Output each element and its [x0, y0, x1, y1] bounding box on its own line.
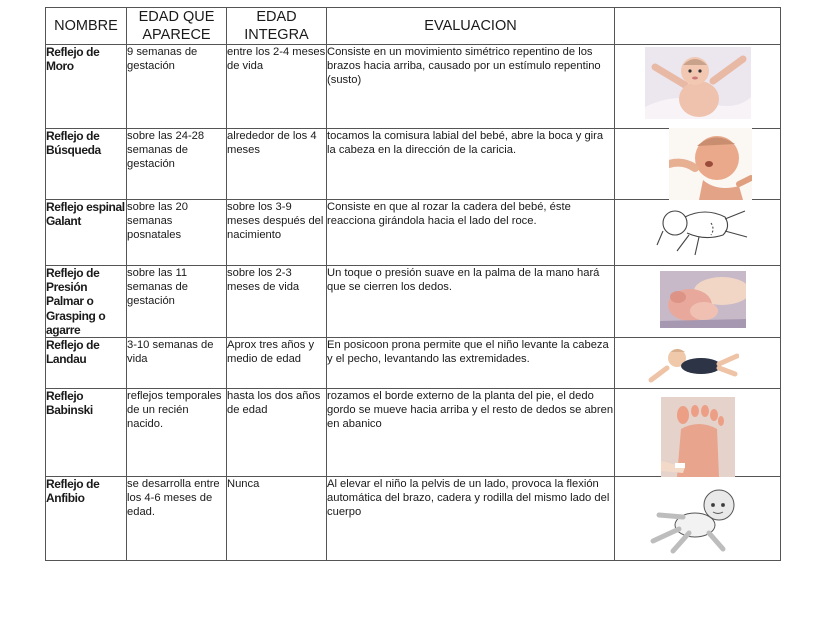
age-integrates: alrededor de los 4 meses — [227, 129, 327, 200]
evaluation: rozamos el borde externo de la planta del pie, el dedo gordo se mueve hacia arriba y el resto de dedos se abren en abanico — [327, 389, 615, 477]
evaluation: Consiste en un movimiento simétrico repentino de los brazos hacia arriba, causado por un estímulo repentino (susto) — [327, 45, 615, 129]
image-cell — [615, 266, 781, 338]
reflex-table — [45, 7, 781, 561]
header-imagen — [615, 8, 781, 45]
baby-arms-raised-photo — [645, 47, 751, 119]
age-appears: se desarrolla entre los 4-6 meses de edad. — [127, 477, 227, 561]
image-cell — [615, 338, 781, 389]
newborn-rooting-photo — [669, 128, 752, 200]
galant-sketch — [655, 201, 751, 259]
reflex-name: Reflejo Babinski — [46, 389, 127, 477]
reflex-name: Reflejo espinal Galant — [46, 200, 127, 266]
table-row — [46, 266, 781, 338]
table-row — [46, 389, 781, 477]
age-integrates: entre los 2-4 meses de vida — [227, 45, 327, 129]
age-integrates: sobre los 3-9 meses después del nacimiento — [227, 200, 327, 266]
table-row — [46, 129, 781, 200]
landau-baby-photo — [647, 344, 739, 384]
table-row — [46, 477, 781, 561]
age-appears: 3-10 semanas de vida — [127, 338, 227, 389]
header-edad-integra: EDAD INTEGRA — [227, 8, 327, 45]
age-integrates: Aprox tres años y medio de edad — [227, 338, 327, 389]
image-cell — [615, 200, 781, 266]
age-appears: sobre las 20 semanas posnatales — [127, 200, 227, 266]
header-row — [46, 8, 781, 45]
image-cell — [615, 477, 781, 561]
table-row — [46, 200, 781, 266]
header-edad-aparece: EDAD QUE APARECE — [127, 8, 227, 45]
babinski-foot-photo — [661, 397, 735, 477]
evaluation: Consiste en que al rozar la cadera del bebé, éste reacciona girándola hacia el lado del roce. — [327, 200, 615, 266]
evaluation: tocamos la comisura labial del bebé, abre la boca y gira la cabeza en la dirección de la caricia. — [327, 129, 615, 200]
age-appears: sobre las 11 semanas de gestación — [127, 266, 227, 338]
palmar-grasp-photo — [660, 271, 746, 328]
reflex-name: Reflejo de Moro — [46, 45, 127, 129]
age-integrates: Nunca — [227, 477, 327, 561]
image-cell — [615, 129, 781, 200]
table-row — [46, 338, 781, 389]
header-nombre: NOMBRE — [46, 8, 127, 45]
age-integrates: sobre los 2-3 meses de vida — [227, 266, 327, 338]
table-row — [46, 45, 781, 129]
image-cell — [615, 389, 781, 477]
age-appears: sobre las 24-28 semanas de gestación — [127, 129, 227, 200]
age-appears: 9 semanas de gestación — [127, 45, 227, 129]
evaluation: En posicoon prona permite que el niño levante la cabeza y el pecho, levantando las extremidades. — [327, 338, 615, 389]
reflex-name: Reflejo de Anfibio — [46, 477, 127, 561]
reflex-name: Reflejo de Búsqueda — [46, 129, 127, 200]
reflex-name: Reflejo de Presión Palmar o Grasping o agarre — [46, 266, 127, 338]
amphibian-baby-cartoon — [649, 485, 743, 557]
age-integrates: hasta los dos años de edad — [227, 389, 327, 477]
header-evaluacion: EVALUACION — [327, 8, 615, 45]
image-cell — [615, 45, 781, 129]
reflex-name: Reflejo de Landau — [46, 338, 127, 389]
age-appears: reflejos temporales de un recién nacido. — [127, 389, 227, 477]
evaluation: Un toque o presión suave en la palma de la mano hará que se cierren los dedos. — [327, 266, 615, 338]
evaluation: Al elevar el niño la pelvis de un lado, provoca la flexión automática del brazo, cadera y rodilla del mismo lado del cuerpo — [327, 477, 615, 561]
